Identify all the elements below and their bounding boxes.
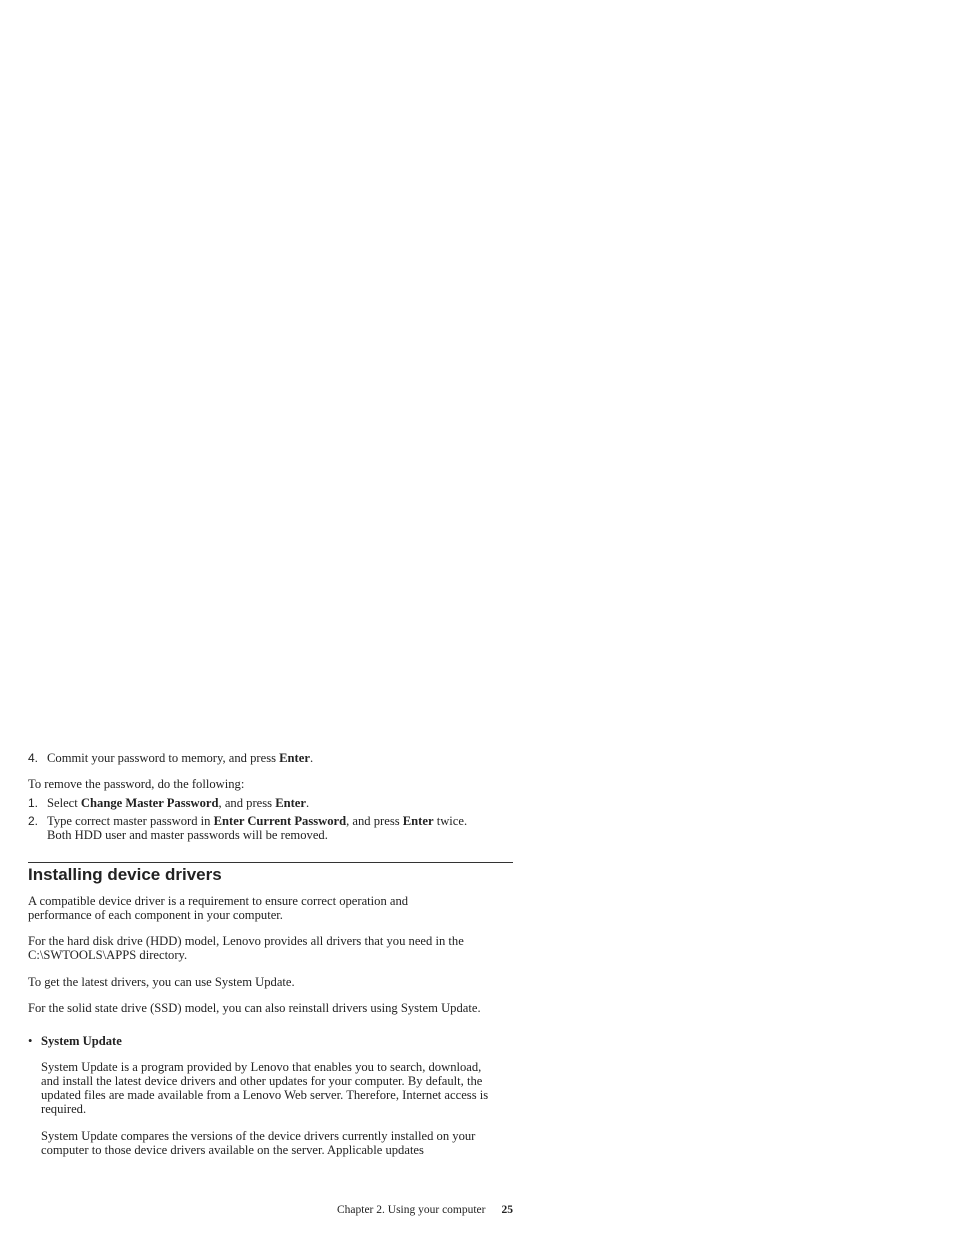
step-text [47,751,513,765]
step-text-part: . [305,796,310,810]
step-bold-key: Enter [402,814,434,828]
paragraph-1: A compatible device driver is a requirement to ensure correct operation and performance of each component in your computer. [28,894,409,922]
step-bold-key: Enter [275,796,306,810]
remove-step-1 [28,796,513,810]
step-text-part: , and press [346,814,403,828]
step-text-line2: Both HDD user and master passwords will be removed. [47,828,328,842]
paragraph-3: To get the latest drivers, you can use System Update. [28,975,295,989]
step-text-part: , and press [218,796,276,810]
bullet-system-update [28,1034,513,1048]
step-text-part: . [309,751,314,765]
page-footer [300,1203,513,1217]
step-text-part: Type correct master password in [47,814,214,828]
step-number: 1. [28,796,39,810]
step-bold-field: Enter Current Password [213,814,347,828]
step-text-part: twice. [433,814,468,828]
paragraph-4: For the solid state drive (SSD) model, you can also reinstall drivers using System Update. [28,1001,481,1015]
page-number: 25 [501,1204,513,1216]
footer-chapter: Chapter 2. Using your computer [336,1204,486,1216]
step-number: 4. [28,751,39,765]
step-bold-key: Enter [279,751,310,765]
step-text-part: Commit your password to memory, and press [47,751,280,765]
paragraph-6: System Update compares the versions of the device drivers currently installed on your computer to those device drivers available on the server. Applicable updates [41,1129,476,1157]
section-divider [28,862,513,863]
step-4 [28,751,513,765]
paragraph-5: System Update is a program provided by Lenovo that enables you to search, download, and install the latest device drivers and other updates for your computer. By default, the updated files are made available from a Lenovo Web server. Therefore, Internet access is required. [41,1060,489,1116]
step-bold-menu: Change Master Password [80,796,219,810]
bullet-dot-icon: • [28,1034,33,1048]
step-text [47,814,513,842]
section-title: Installing device drivers [28,865,222,884]
paragraph-2: For the hard disk drive (HDD) model, Lenovo provides all drivers that you need in the C:\SWTOOLS\APPS directory. [28,934,464,962]
step-text [47,796,513,810]
remove-step-2 [28,814,513,842]
remove-intro: To remove the password, do the following: [28,777,245,791]
bullet-title: System Update [41,1034,122,1048]
step-text-part: Select [47,796,81,810]
step-number: 2. [28,814,39,828]
